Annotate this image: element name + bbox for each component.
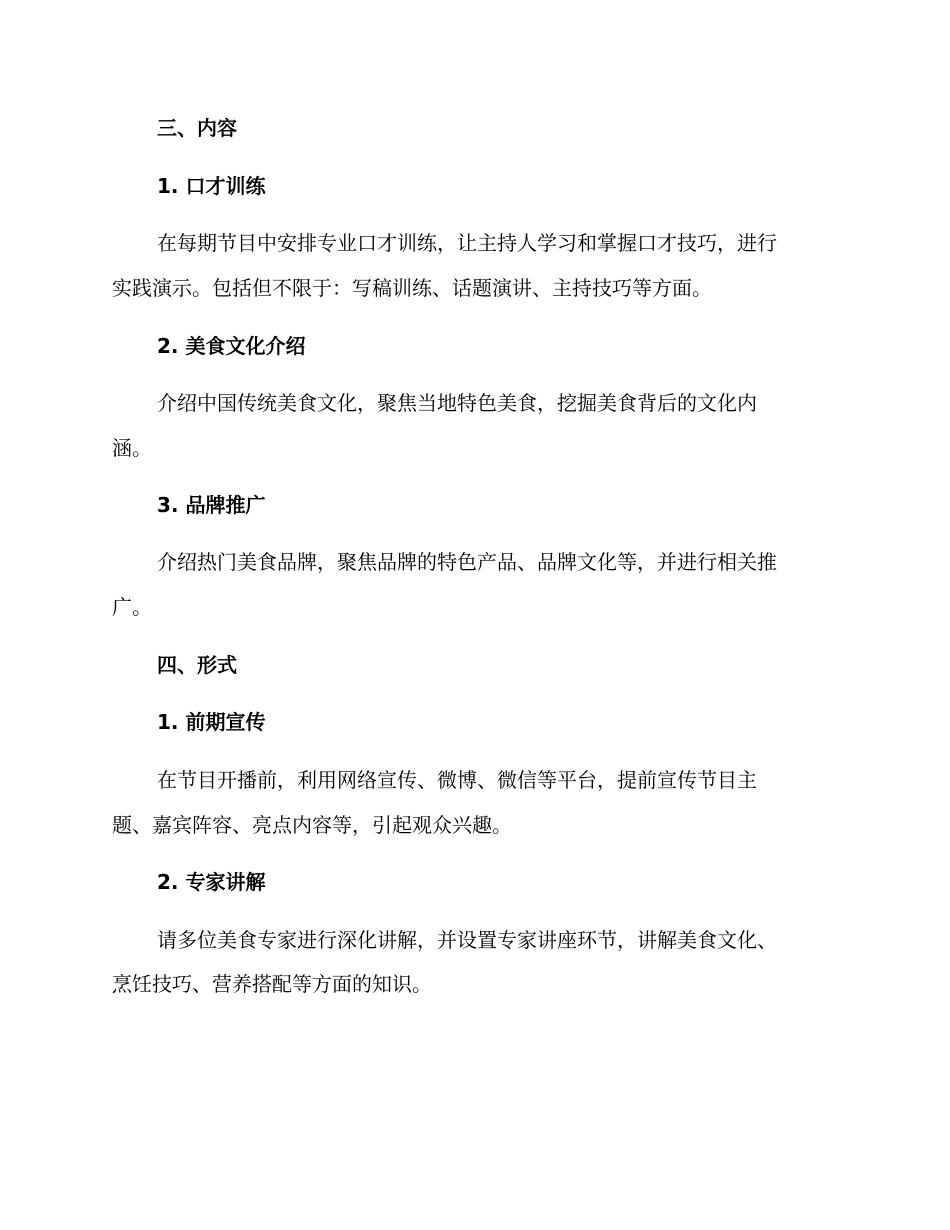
item-title-speech-training: 1. 口才训练 xyxy=(157,174,266,198)
paragraph-line: 在每期节目中安排专业口才训练，让主持人学习和掌握口才技巧，进行 xyxy=(157,231,777,255)
paragraph-line: 请多位美食专家进行深化讲解，并设置专家讲座环节，讲解美食文化、 xyxy=(157,928,777,952)
paragraph-line: 在节目开播前，利用网络宣传、微博、微信等平台，提前宣传节目主 xyxy=(157,768,757,792)
item-title-expert-explanation: 2. 专家讲解 xyxy=(157,870,266,894)
paragraph-line: 广。 xyxy=(112,595,152,619)
paragraph-line: 实践演示。包括但不限于：写稿训练、话题演讲、主持技巧等方面。 xyxy=(112,276,712,300)
section-heading-content: 三、内容 xyxy=(157,116,237,140)
section-heading-format: 四、形式 xyxy=(157,653,237,677)
paragraph-line: 涵。 xyxy=(112,436,152,460)
paragraph-line: 题、嘉宾阵容、亮点内容等，引起观众兴趣。 xyxy=(112,813,512,837)
paragraph-line: 介绍热门美食品牌，聚焦品牌的特色产品、品牌文化等，并进行相关推 xyxy=(157,550,777,574)
paragraph-line: 烹饪技巧、营养搭配等方面的知识。 xyxy=(112,972,432,996)
item-title-pre-promotion: 1. 前期宣传 xyxy=(157,710,266,734)
item-title-food-culture: 2. 美食文化介绍 xyxy=(157,334,306,358)
paragraph-line: 介绍中国传统美食文化，聚焦当地特色美食，挖掘美食背后的文化内 xyxy=(157,391,757,415)
item-title-brand-promotion: 3. 品牌推广 xyxy=(157,493,266,517)
